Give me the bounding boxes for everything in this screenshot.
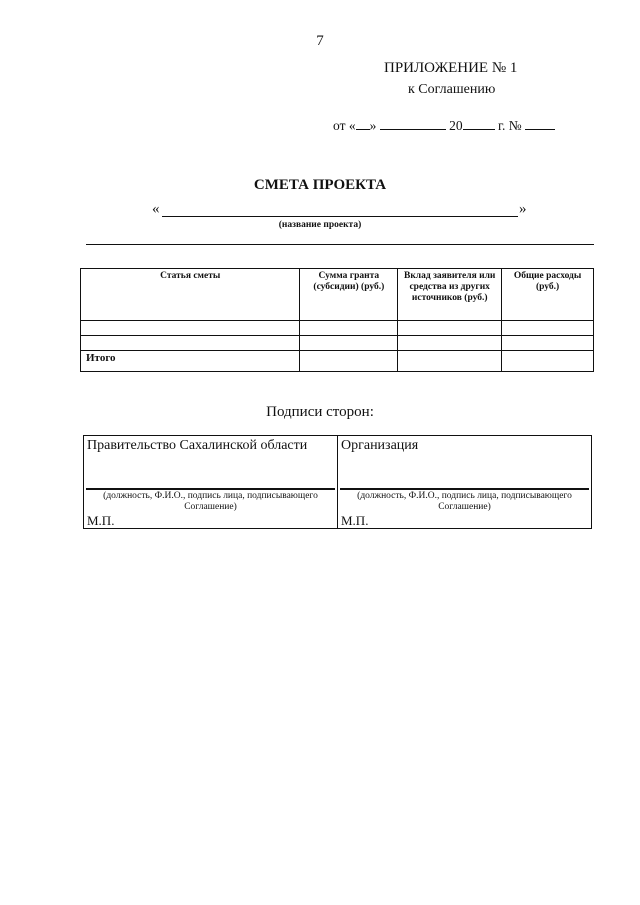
party-name: Правительство Сахалинской области — [87, 438, 308, 453]
appendix-title: ПРИЛОЖЕНИЕ № 1 — [384, 60, 518, 76]
table-cell — [300, 336, 398, 351]
table-cell — [398, 336, 502, 351]
day-blank — [356, 117, 370, 130]
month-blank — [380, 117, 446, 130]
column-header: Статья сметы — [81, 269, 300, 321]
total-row — [81, 351, 594, 372]
table-cell — [398, 351, 502, 372]
total-label: Итого — [81, 351, 300, 372]
estimate-title: СМЕТА ПРОЕКТА — [253, 177, 387, 193]
column-header: Вклад заявителя или средства из других источников (руб.) — [398, 269, 502, 321]
table-cell — [81, 336, 300, 351]
table-cell — [398, 321, 502, 336]
party-cell-organization — [338, 436, 592, 529]
year-suffix: г. № — [497, 118, 522, 133]
stamp-label: М.П. — [341, 513, 369, 528]
date-mid: » — [369, 118, 377, 133]
column-header: Общие расходы (руб.) — [502, 269, 594, 321]
signature-hint: (должность, Ф.И.О., подпись лица, подписывающего Соглашение) — [103, 491, 318, 512]
table-cell — [502, 336, 594, 351]
party-name: Организация — [341, 438, 419, 453]
number-blank — [525, 117, 555, 130]
signatures-heading: Подписи сторон: — [266, 404, 374, 420]
signature-line — [340, 488, 589, 490]
signature-line — [86, 488, 335, 490]
table-row — [81, 336, 594, 351]
column-header: Сумма гранта (субсидии) (руб.) — [300, 269, 398, 321]
signature-hint: (должность, Ф.И.О., подпись лица, подписывающего Соглашение) — [357, 491, 572, 512]
table-cell — [300, 321, 398, 336]
project-name-line — [162, 216, 518, 217]
stamp-label: М.П. — [87, 513, 115, 528]
year-blank — [463, 117, 495, 130]
quote-close: » — [519, 201, 527, 217]
table-cell — [502, 321, 594, 336]
appendix-subtitle: к Соглашению — [408, 82, 496, 97]
table-cell — [300, 351, 398, 372]
quote-open: « — [152, 201, 160, 217]
separator-line — [86, 244, 594, 245]
table-row — [81, 321, 594, 336]
date-prefix: от « — [333, 118, 356, 133]
table-header-row — [81, 269, 594, 321]
agreement-date-line — [333, 117, 555, 134]
table-cell — [81, 321, 300, 336]
table-cell — [502, 351, 594, 372]
budget-table — [80, 268, 594, 372]
page-number: 7 — [316, 33, 324, 49]
project-name-hint: (название проекта) — [278, 220, 362, 230]
party-cell-government — [84, 436, 338, 529]
signatures-table — [83, 435, 592, 529]
year-prefix: 20 — [449, 118, 463, 133]
